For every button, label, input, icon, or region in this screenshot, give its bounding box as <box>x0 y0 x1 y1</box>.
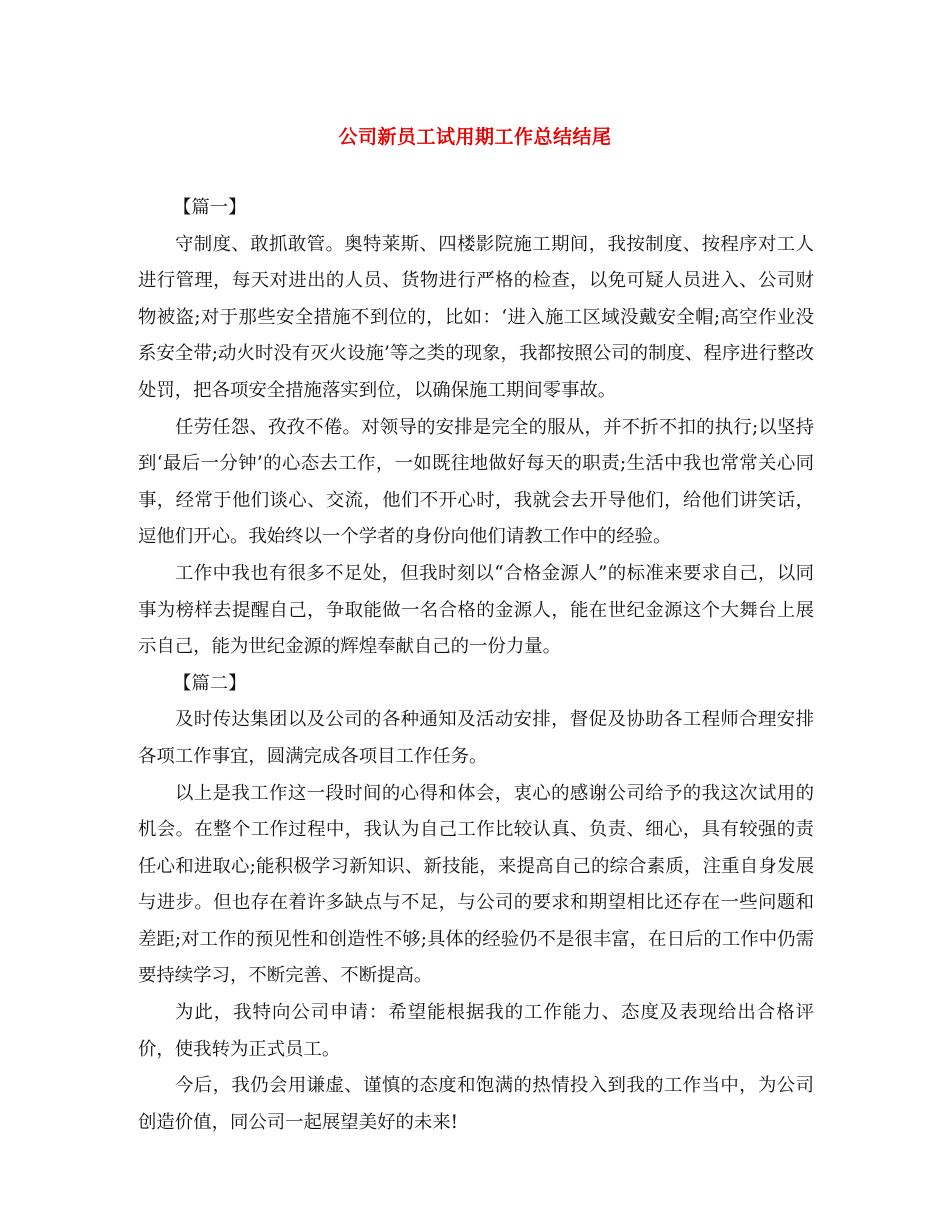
paragraph: 为此，我特向公司申请：希望能根据我的工作能力、态度及表现给出合格评价，使我转为正式员工。 <box>138 1002 814 1060</box>
paragraph: 以上是我工作这一段时间的心得和体会，衷心的感谢公司给予的我这次试用的机会。在整个工作过程中，我认为自己工作比较认真、负责、细心，具有较强的责任心和进取心;能积极学习新知识、新技能，来提高自己的综合素质，注重自身发展与进步。但也存在着许多缺点与不足，与公司的要求和期望相比还存在一些问题和差距;对工作的预见性和创造性不够;具体的经验仍不是很丰富，在日后的工作中仍需要持续学习，不断完善、不断提高。 <box>138 782 814 987</box>
paragraph: 任劳任怨、孜孜不倦。对领导的安排是完全的服从，并不折不扣的执行;以坚持到‘最后一分钟’的心态去工作，一如既往地做好每天的职责;生活中我也常常关心同事，经常于他们谈心、交流，他们不开心时，我就会去开导他们，给他们讲笑话，逗他们开心。我始终以一个学者的身份向他们请教工作中的经验。 <box>138 416 814 548</box>
paragraph: 今后，我仍会用谦虚、谨慎的态度和饱满的热情投入到我的工作当中，为公司创造价值，同公司一起展望美好的未来! <box>138 1075 814 1133</box>
paragraph: 及时传达集团以及公司的各种通知及活动安排，督促及协助各工程师合理安排各项工作事宜，圆满完成各项目工作任务。 <box>138 709 814 767</box>
paragraph: 守制度、敢抓敢管。奥特莱斯、四楼影院施工期间，我按制度、按程序对工人进行管理，每天对进出的人员、货物进行严格的检查，以免可疑人员进入、公司财物被盗;对于那些安全措施不到位的，比如：‘进入施工区域没戴安全帽;高空作业没系安全带;动火时没有灭火设施’等之类的现象，我都按照公司的制度、程序进行整改处罚，把各项安全措施落实到位，以确保施工期间零事故。 <box>138 233 814 401</box>
section-header: 【篇一】 <box>173 197 247 218</box>
section-2 <box>138 666 814 1142</box>
section-header: 【篇二】 <box>173 672 247 694</box>
section-1 <box>138 190 814 666</box>
page-title: 公司新员工试用期工作总结结尾 <box>338 126 612 148</box>
document-body <box>138 190 814 1141</box>
paragraph: 工作中我也有很多不足处，但我时刻以“合格金源人”的标准来要求自己，以同事为榜样去提醒自己，争取能做一名合格的金源人，能在世纪金源这个大舞台上展示自己，能为世纪金源的辉煌奉献自己的一份力量。 <box>138 562 814 658</box>
